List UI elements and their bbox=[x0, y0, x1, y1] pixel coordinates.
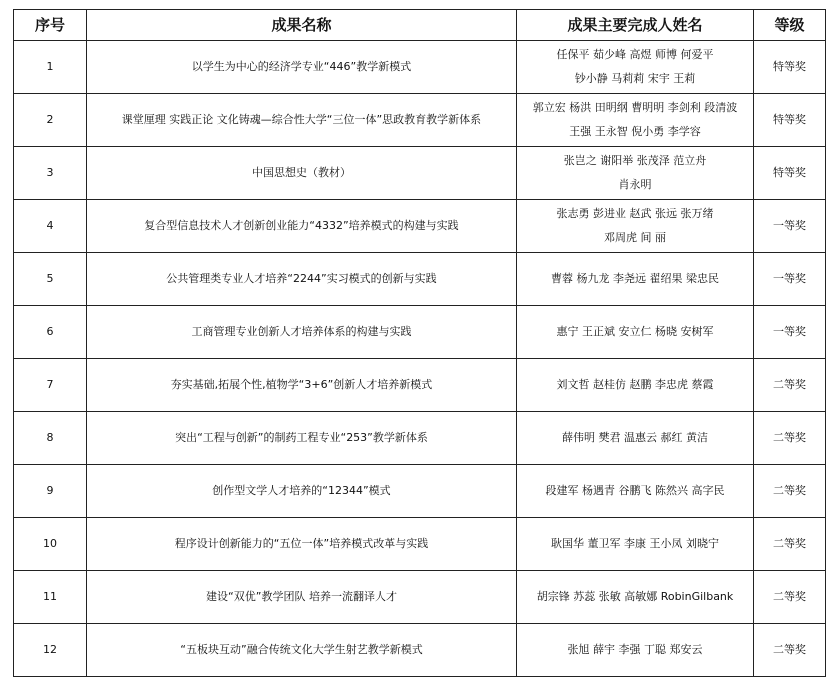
row-index: 12 bbox=[14, 624, 87, 677]
row-level: 二等奖 bbox=[754, 518, 826, 571]
row-index: 3 bbox=[14, 147, 87, 200]
row-people bbox=[517, 571, 754, 624]
row-level: 二等奖 bbox=[754, 412, 826, 465]
row-index: 2 bbox=[14, 94, 87, 147]
row-people bbox=[517, 624, 754, 677]
row-index: 7 bbox=[14, 359, 87, 412]
row-level: 特等奖 bbox=[754, 94, 826, 147]
row-index: 11 bbox=[14, 571, 87, 624]
table-row bbox=[14, 465, 826, 518]
awards-table bbox=[13, 9, 826, 677]
row-level: 一等奖 bbox=[754, 200, 826, 253]
row-title: 创作型文学人才培养的“12344”模式 bbox=[87, 465, 517, 518]
row-title: 突出“工程与创新”的制药工程专业“253”教学新体系 bbox=[87, 412, 517, 465]
header-index: 序号 bbox=[14, 10, 87, 41]
people-line: 段建军 杨遇青 谷鹏飞 陈然兴 高字民 bbox=[545, 484, 725, 497]
table-row bbox=[14, 306, 826, 359]
table-row bbox=[14, 518, 826, 571]
table-row bbox=[14, 412, 826, 465]
table-header-row bbox=[14, 10, 826, 41]
row-index: 10 bbox=[14, 518, 87, 571]
table-row bbox=[14, 200, 826, 253]
people-line: 邓周虎 间 丽 bbox=[604, 231, 666, 244]
row-title: 程序设计创新能力的“五位一体”培养模式改革与实践 bbox=[87, 518, 517, 571]
table-row bbox=[14, 359, 826, 412]
row-index: 1 bbox=[14, 41, 87, 94]
row-level: 二等奖 bbox=[754, 624, 826, 677]
row-title: 以学生为中心的经济学专业“446”教学新模式 bbox=[87, 41, 517, 94]
table-row bbox=[14, 571, 826, 624]
people-line: 张岂之 谢阳举 张茂泽 范立舟 bbox=[563, 154, 707, 167]
row-index: 5 bbox=[14, 253, 87, 306]
table-row bbox=[14, 147, 826, 200]
row-title: 工商管理专业创新人才培养体系的构建与实践 bbox=[87, 306, 517, 359]
people-line: 耿国华 董卫军 李康 王小凤 刘晓宁 bbox=[551, 537, 719, 550]
row-index: 8 bbox=[14, 412, 87, 465]
row-index: 6 bbox=[14, 306, 87, 359]
people-line: 惠宁 王正斌 安立仁 杨晓 安树军 bbox=[556, 325, 714, 338]
people-line: 胡宗锋 苏蕊 张敏 高敏娜 RobinGilbank bbox=[536, 590, 734, 603]
row-title: 夯实基础,拓展个性,植物学“3+6”创新人才培养新模式 bbox=[87, 359, 517, 412]
row-people bbox=[517, 518, 754, 571]
header-people: 成果主要完成人姓名 bbox=[517, 10, 754, 41]
row-title: 复合型信息技术人才创新创业能力“4332”培养模式的构建与实践 bbox=[87, 200, 517, 253]
row-level: 特等奖 bbox=[754, 41, 826, 94]
row-title: 建设“双优”教学团队 培养一流翻译人才 bbox=[87, 571, 517, 624]
row-people bbox=[517, 94, 754, 147]
row-level: 特等奖 bbox=[754, 147, 826, 200]
row-title: 中国思想史（教材） bbox=[87, 147, 517, 200]
header-title: 成果名称 bbox=[87, 10, 517, 41]
people-line: 王强 王永智 倪小勇 李学容 bbox=[569, 125, 701, 138]
row-level: 二等奖 bbox=[754, 571, 826, 624]
awards-table-container bbox=[13, 9, 826, 677]
table-body bbox=[14, 41, 826, 677]
table-row bbox=[14, 94, 826, 147]
row-title: 课堂厘理 实践正论 文化铸魂—综合性大学“三位一体”思政教育教学新体系 bbox=[87, 94, 517, 147]
row-people bbox=[517, 412, 754, 465]
row-people bbox=[517, 465, 754, 518]
row-people bbox=[517, 41, 754, 94]
people-line: 张志勇 彭进业 赵武 张远 张万绪 bbox=[556, 207, 714, 220]
table-row bbox=[14, 41, 826, 94]
row-people bbox=[517, 306, 754, 359]
row-level: 一等奖 bbox=[754, 306, 826, 359]
table-row bbox=[14, 624, 826, 677]
row-title: “五板块互动”融合传统文化大学生射艺教学新模式 bbox=[87, 624, 517, 677]
people-line: 刘文哲 赵桂仿 赵鹏 李忠虎 蔡霞 bbox=[556, 378, 714, 391]
people-line: 任保平 茹少峰 高煜 师博 何爱平 bbox=[556, 48, 714, 61]
row-index: 4 bbox=[14, 200, 87, 253]
row-people bbox=[517, 359, 754, 412]
row-title: 公共管理类专业人才培养“2244”实习模式的创新与实践 bbox=[87, 253, 517, 306]
row-index: 9 bbox=[14, 465, 87, 518]
people-line: 肖永明 bbox=[618, 178, 652, 191]
people-line: 曹蓉 杨九龙 李尧远 翟绍果 梁忠民 bbox=[551, 272, 719, 285]
row-people bbox=[517, 147, 754, 200]
people-line: 张旭 薛宇 李强 丁聪 郑安云 bbox=[567, 643, 703, 656]
table-row bbox=[14, 253, 826, 306]
row-people bbox=[517, 253, 754, 306]
header-level: 等级 bbox=[754, 10, 826, 41]
people-line: 郭立宏 杨洪 田明纲 曹明明 李剑利 段清波 bbox=[532, 101, 738, 114]
people-line: 薛伟明 樊君 温惠云 郝红 黄洁 bbox=[562, 431, 708, 444]
row-level: 一等奖 bbox=[754, 253, 826, 306]
people-line: 钞小静 马莉莉 宋宇 王莉 bbox=[574, 72, 696, 85]
row-people bbox=[517, 200, 754, 253]
row-level: 二等奖 bbox=[754, 465, 826, 518]
row-level: 二等奖 bbox=[754, 359, 826, 412]
